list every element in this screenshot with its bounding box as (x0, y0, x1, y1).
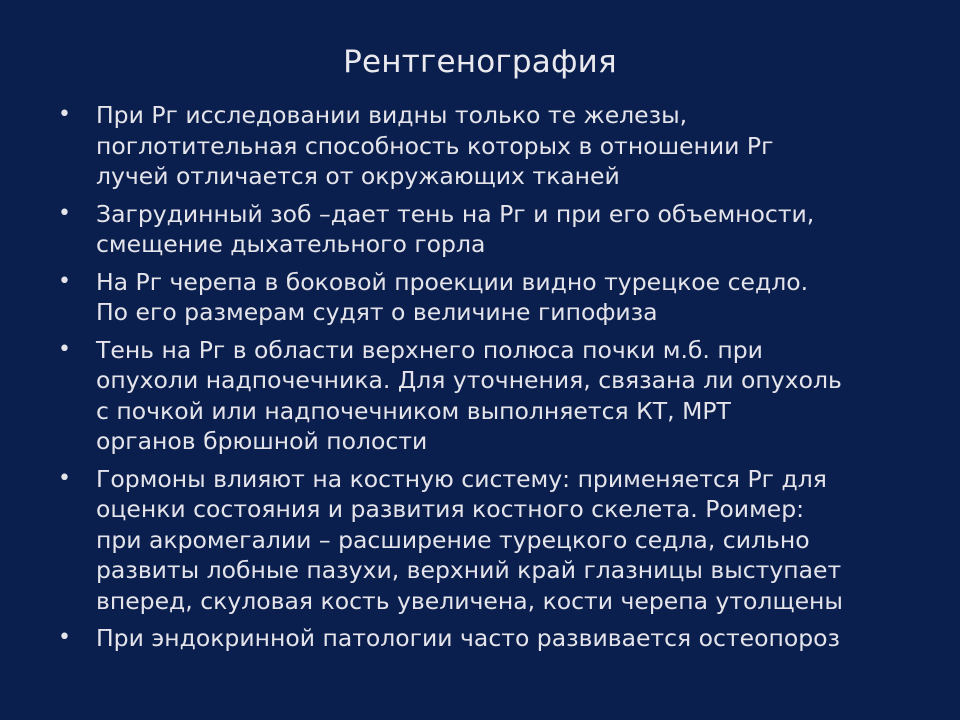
bullet-dot-icon: • (58, 268, 71, 294)
bullet-text-line: развиты лобные пазухи, верхний край глазницы выступает (96, 556, 842, 584)
bullet-text-line: с почкой или надпочечником выполняется КТ, МРТ (96, 396, 731, 425)
bullet-item (58, 623, 938, 654)
bullet-text-line: лучей отличается от окружающих тканей (96, 162, 620, 190)
bullet-dot-icon: • (58, 625, 71, 650)
bullet-text-line: Гормоны влияют на костную систему: применяется Рг для (96, 464, 827, 493)
bullet-text-line: При эндокринной патологии часто развивается остеопороз (96, 624, 841, 652)
bullet-text-line: оценки состояния и развития костного скелета. Роимер: (96, 495, 805, 523)
bullet-dot-icon: • (58, 200, 71, 226)
bullet-text-line: вперед, скуловая кость увеличена, кости черепа утолщены (96, 586, 843, 615)
bullet-text-line: опухоли надпочечника. Для уточнения, связана ли опухоль (96, 366, 842, 394)
bullet-item (58, 100, 938, 192)
bullet-text-line: Загрудинный зоб –дает тень на Рг и при его объемности, (96, 199, 815, 228)
bullet-dot-icon: • (58, 336, 71, 362)
bullet-text-line: По его размерам судят о величине гипофиза (96, 298, 658, 326)
bullet-item (58, 464, 938, 617)
bullet-item (58, 335, 938, 457)
bullet-text-line: На Рг черепа в боковой проекции видно турецкое седло. (96, 267, 809, 296)
bullet-list (58, 100, 938, 661)
bullet-text-line: Тень на Рг в области верхнего полюса почки м.б. при (96, 335, 763, 364)
bullet-text-line: при акромегалии – расширение турецкого седла, сильно (96, 525, 810, 554)
bullet-text-line: поглотительная способность которых в отношении Рг (96, 131, 774, 160)
bullet-text-line: При Рг исследовании видны только те железы, (96, 101, 688, 129)
bullet-dot-icon: • (58, 102, 71, 127)
bullet-item (58, 199, 938, 260)
slide-title: Рентгенография (343, 44, 617, 80)
bullet-text-line: органов брюшной полости (96, 427, 428, 455)
bullet-dot-icon: • (58, 465, 71, 491)
bullet-text-line: смещение дыхательного горла (96, 230, 486, 258)
bullet-item (58, 267, 938, 328)
